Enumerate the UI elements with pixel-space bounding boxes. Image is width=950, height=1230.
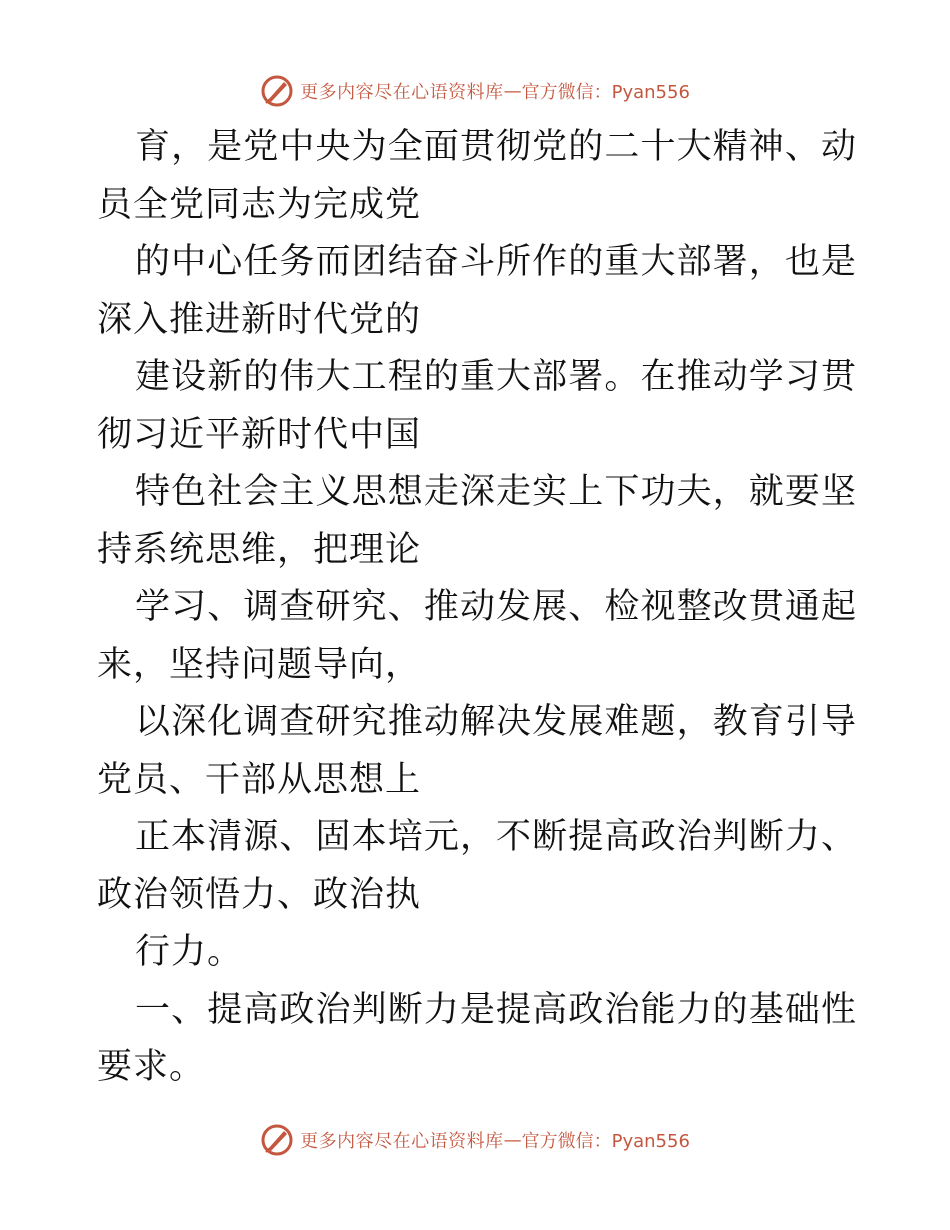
watermark-main-text: 更多内容尽在心语资料库 (300, 82, 504, 103)
document-body (97, 119, 857, 1097)
footer-watermark (0, 1120, 950, 1160)
watermark-separator: — (503, 80, 522, 102)
watermark-wechat-text: 官方微信：Pyan556 (521, 1131, 690, 1152)
section-heading: 一、提高政治判断力是提高政治能力的基础性要求。 (97, 989, 857, 1087)
quill-pen-seal-icon (260, 1123, 294, 1157)
quill-pen-seal-icon (260, 74, 294, 108)
paragraph: 的中心任务而团结奋斗所作的重大部署，也是深入推进新时代党的 (97, 242, 857, 340)
paragraph: 正本清源、固本培元，不断提高政治判断力、政治领悟力、政治执 (97, 817, 857, 915)
paragraph: 建设新的伟大工程的重大部署。在推动学习贯彻习近平新时代中国 (97, 357, 857, 455)
paragraph: 学习、调查研究、推动发展、检视整改贯通起来，坚持问题导向， (97, 587, 857, 685)
watermark-separator: — (503, 1129, 522, 1151)
paragraph: 以深化调查研究推动解决发展难题，教育引导党员、干部从思想上 (97, 702, 857, 800)
paragraph: 育，是党中央为全面贯彻党的二十大精神、动员全党同志为完成党 (97, 127, 857, 225)
paragraph: 特色社会主义思想走深走实上下功夫，就要坚持系统思维，把理论 (97, 472, 857, 570)
header-watermark (0, 71, 950, 111)
watermark-wechat-text: 官方微信：Pyan556 (521, 82, 690, 103)
watermark-main-text: 更多内容尽在心语资料库 (300, 1131, 504, 1152)
paragraph: 行力。 (135, 932, 244, 972)
